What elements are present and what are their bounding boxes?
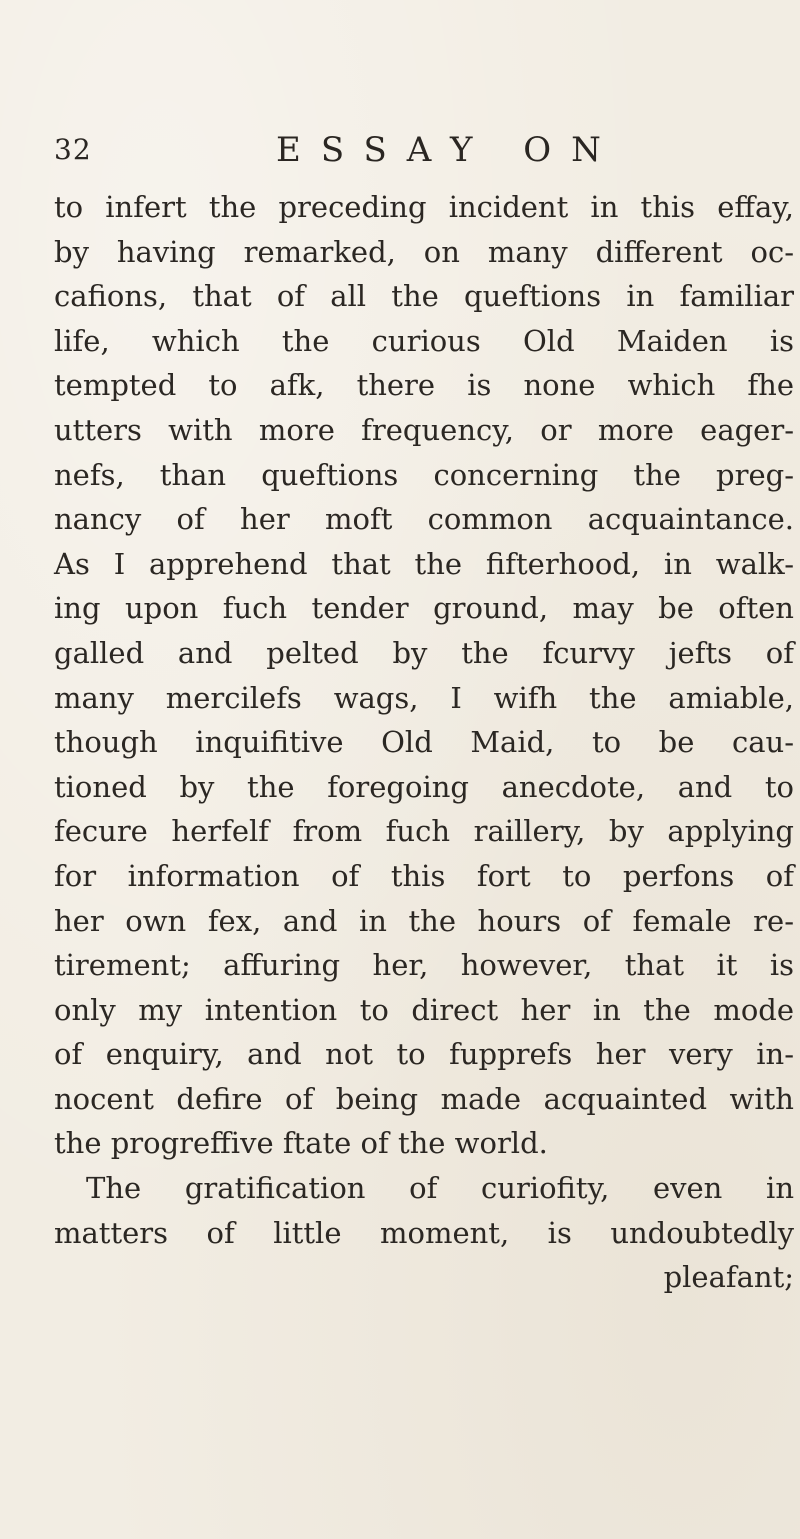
text-line: tirement; affuring her, however, that it is <box>54 948 794 983</box>
running-head: ESSAY ON <box>276 130 621 170</box>
page-header <box>0 126 800 174</box>
text-line: the progreffive ftate of the world. <box>54 1126 548 1161</box>
text-line: The gratification of curiofity, even in <box>86 1171 794 1206</box>
text-line: only my intention to direct her in the mode <box>54 992 794 1027</box>
text-line: matters of little moment, is undoubtedly <box>54 1215 794 1250</box>
text-line: of enquiry, and not to fupprefs her very in- <box>54 1037 794 1072</box>
page-number: 32 <box>54 133 92 166</box>
text-line: tioned by the foregoing anecdote, and to <box>54 769 794 804</box>
text-line: for information of this fort to perfons of <box>54 858 794 893</box>
text-line: by having remarked, on many different oc- <box>54 234 794 269</box>
text-line: ing upon fuch tender ground, may be often <box>54 591 794 626</box>
text-line: nefs, than queftions concerning the preg- <box>54 457 794 492</box>
text-line: cafions, that of all the queftions in familiar <box>54 279 794 314</box>
text-line: galled and pelted by the fcurvy jefts of <box>54 635 794 670</box>
text-line: her own fex, and in the hours of female re- <box>54 903 794 938</box>
text-line: nocent defire of being made acquainted with <box>54 1081 794 1116</box>
text-line: fecure herfelf from fuch raillery, by applying <box>54 814 794 849</box>
text-line: tempted to afk, there is none which fhe <box>54 368 794 403</box>
text-line: utters with more frequency, or more eager- <box>54 412 794 447</box>
text-line: life, which the curious Old Maiden is <box>54 323 794 358</box>
text-line: nancy of her moft common acquaintance. <box>54 502 794 537</box>
text-line: though inquifitive Old Maid, to be cau- <box>54 725 794 760</box>
catchword: pleafant; <box>663 1260 794 1295</box>
body-text <box>54 185 794 1300</box>
text-line: many mercilefs wags, I wifh the amiable, <box>54 680 794 715</box>
text-line: to infert the preceding incident in this effay, <box>54 190 794 224</box>
text-line: As I apprehend that the fifterhood, in walk- <box>54 546 794 581</box>
